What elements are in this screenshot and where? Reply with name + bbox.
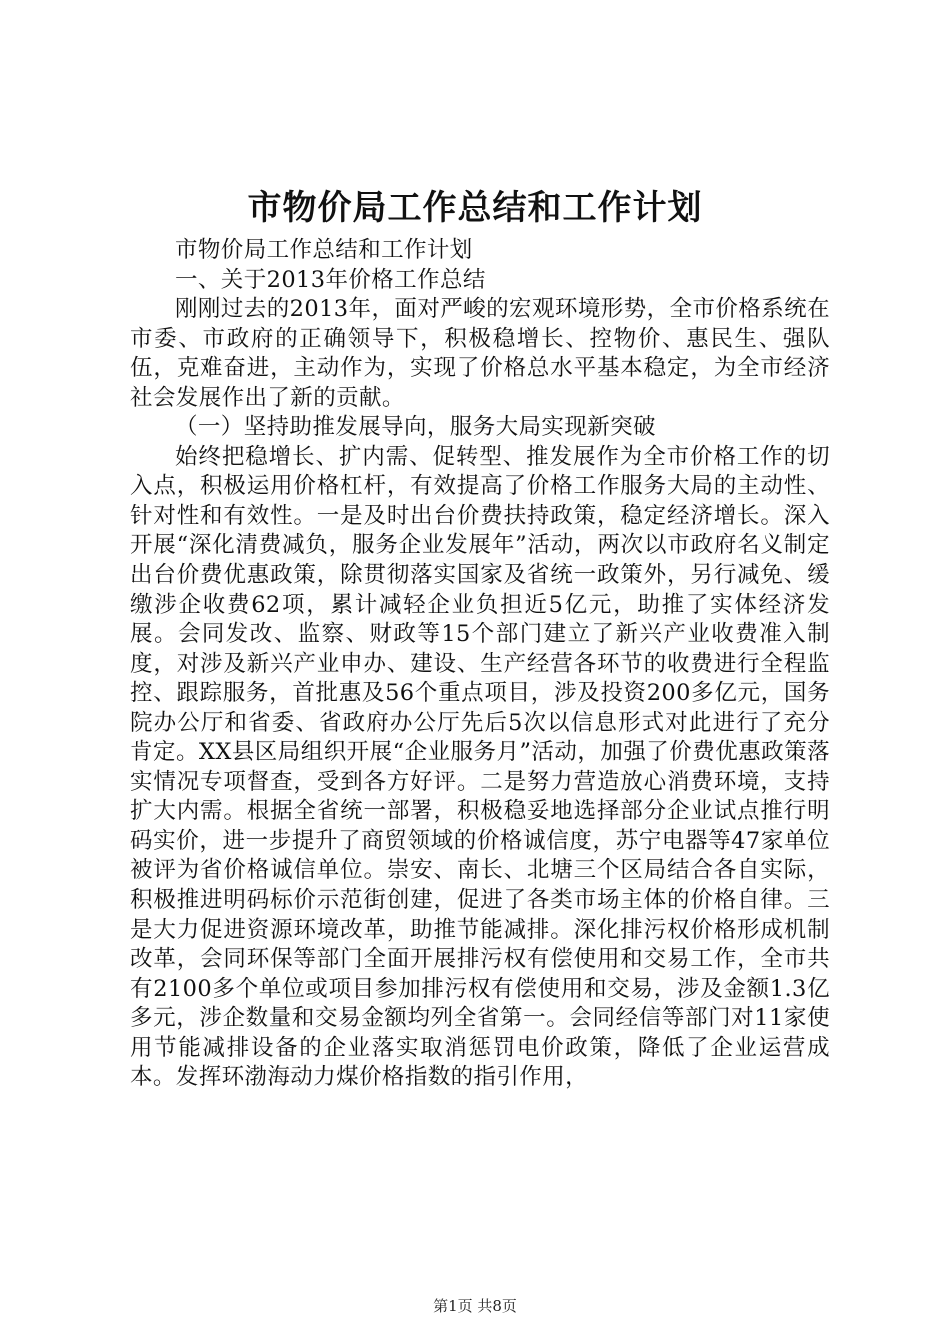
section-heading-1: 一、关于2013年价格工作总结	[175, 266, 486, 293]
page-footer: 第1页 共8页	[433, 1297, 517, 1315]
paragraph-body: 始终把稳增长、扩内需、促转型、推发展作为全市价格工作的切入点，积极运用价格杠杆，有效提高了价格工作服务大局的主动性、针对性和有效性。一是及时出台价费扶持政策，稳定经济增长。深入开展“深化清费减负，服务企业发展年”活动，两次以市政府名义制定出台价费优惠政策，除贯彻落实国家及省统一政策外，另行减免、缓缴涉企收费62项，累计减轻企业负担近5亿元，助推了实体经济发展。会同发改、监察、财政等15个部门建立了新兴产业收费准入制度，对涉及新兴产业申办、建设、生产经营各环节的收费进行全程监控、跟踪服务，首批惠及56个重点项目，涉及投资200多亿元，国务院办公厅和省委、省政府办公厅先后5次以信息形式对此进行了充分肯定。XX县区局组织开展“企业服务月”活动，加强了价费优惠政策落实情况专项督查，受到各方好评。二是努力营造放心消费环境，支持扩大内需。根据全省统一部署，积极稳妥地选择部分企业试点推行明码实价，进一步提升了商贸领域的价格诚信度，苏宁电器等47家单位被评为省价格诚信单位。崇安、南长、北塘三个区局结合各自实际，积极推进明码标价示范街创建，促进了各类市场主体的价格自律。三是大力促进资源环境改革，助推节能减排。深化排污权价格形成机制改革，会同环保等部门全面开展排污权有偿使用和交易工作，全市共有2100多个单位或项目参加排污权有偿使用和交易，涉及金额1.3亿多元，涉企数量和交易金额均列全省第一。会同经信等部门对11家使用节能减排设备的企业落实取消惩罚电价政策，降低了企业运营成本。发挥环渤海动力煤价格指数的指引作用，	[130, 443, 830, 1091]
paragraph-subtitle: 市物价局工作总结和工作计划	[175, 237, 473, 263]
document-title: 市物价局工作总结和工作计划	[247, 188, 703, 228]
paragraph-intro: 刚刚过去的2013年，面对严峻的宏观环境形势，全市价格系统在市委、市政府的正确领导下，积极稳增长、控物价、惠民生、强队伍，克难奋进，主动作为，实现了价格总水平基本稳定，为全市经济社会发展作出了新的贡献。	[130, 296, 830, 411]
subsection-heading-1: （一）坚持助推发展导向，服务大局实现新突破	[175, 414, 656, 441]
document-body	[130, 236, 830, 1093]
